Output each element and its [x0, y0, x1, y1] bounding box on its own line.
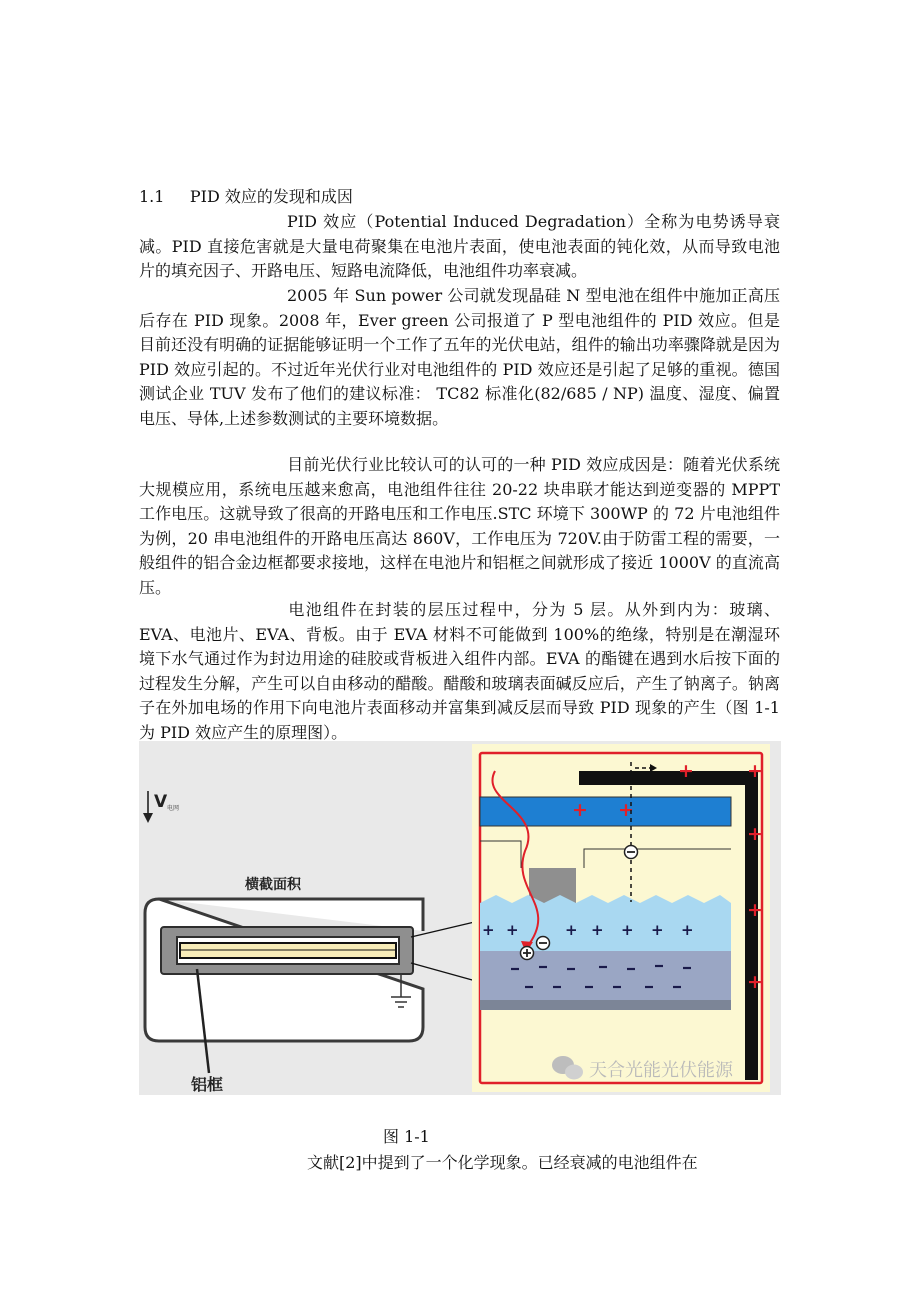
paragraph-pid-definition: PID 效应（Potential Induced Degradation）全称为电势诱导衰减。PID 直接危害就是大量电荷聚集在电池片表面，使电池表面的钝化效，从而导致电池片的填充因子、开路电压、短路电流降低，电池组件功率衰减。	[139, 212, 780, 280]
silicon-bottom-layer	[480, 951, 731, 1000]
watermark-text: 天合光能光伏能源	[589, 1060, 733, 1081]
svg-text:+: +	[747, 823, 763, 845]
pid-principle-figure	[139, 741, 781, 1095]
svg-text:+: +	[482, 921, 495, 939]
frame-label: 铝框	[191, 1075, 224, 1094]
section-title: PID 效应的发现和成因	[189, 187, 353, 206]
svg-text:+: +	[591, 921, 604, 939]
contact-finger	[529, 868, 576, 904]
paragraph-pid-cause: 目前光伏行业比较认可的认可的一种 PID 效应成因是：随着光伏系统大规模应用，系统电压越来愈高，电池组件往往 20-22 块串联才能达到逆变器的 MPPT 工作电压。这就导致了很高的开路电压和工作电压.STC 环境下 300WP 的 72 片电池组件为例，20 串电池组件的开路电压高达 860V，工作电压为 720V.由于防雷工程的需要，一般组件的铝合金边框都要求接地，这样在电池片和铝框之间就形成了接近 1000V 的直流高压。	[139, 455, 780, 597]
svg-text:+: +	[681, 921, 694, 939]
paragraph-pid-history: 2005 年 Sun power 公司就发现晶硅 N 型电池在组件中施加正高压后存在 PID 现象。2008 年，Ever green 公司报道了 P 型电池组件的 PID 效应。但是目前还没有明确的证据能够证明一个工作了五年的光伏电站，组件的输出功率骤降就是因为 PID 效应引起的。不过近年光伏行业对电池组件的 PID 效应还是引起了足够的重视。德国测试企业 TUV 发布了他们的建议标准： TC82 标准化(82/685 / NP) 温度、湿度、偏置电压、导体,上述参数测试的主要环境数据。	[139, 286, 780, 428]
pid-diagram	[139, 741, 781, 1095]
voltage-subscript: 电网	[167, 805, 180, 812]
svg-text:+: +	[565, 921, 578, 939]
paragraph-pid-mechanism: 电池组件在封装的层压过程中，分为 5 层。从外到内为：玻璃、EVA、电池片、EVA、背板。由于 EVA 材料不可能做到 100%的绝缘，特别是在潮湿环境下水气通过作为封边用途的硅胶或背板进入组件内部。EVA 的酯键在遇到水后按下面的过程发生分解，产生可以自由移动的醋酸。醋酸和玻璃表面碱反应后，产生了钠离子。钠离子在外加电场的作用下向电池片表面移动并富集到减反层而导致 PID 现象的产生（图 1-1 为 PID 效应产生的原理图）。	[139, 600, 780, 742]
cell-zoom-panel	[472, 744, 770, 1092]
voltage-label: V	[154, 792, 168, 812]
svg-text:+: +	[678, 760, 694, 782]
svg-text:+: +	[572, 799, 588, 821]
svg-text:+: +	[506, 921, 519, 939]
section-number: 1.1	[139, 187, 165, 206]
svg-text:+: +	[747, 899, 763, 921]
section-heading	[139, 186, 353, 208]
svg-text:+: +	[618, 799, 634, 821]
module-laminate	[161, 927, 413, 974]
svg-text:+: +	[747, 971, 763, 993]
svg-text:+: +	[621, 921, 634, 939]
svg-text:+: +	[747, 760, 763, 782]
cross-section-label: 横截面积	[245, 877, 301, 893]
trailing-paragraph: 文献[2]中提到了一个化学现象。已经衰减的电池组件在	[307, 1153, 698, 1172]
glass-layer	[480, 797, 731, 826]
svg-text:+: +	[651, 921, 664, 939]
figure-caption: 图 1-1	[383, 1127, 430, 1146]
